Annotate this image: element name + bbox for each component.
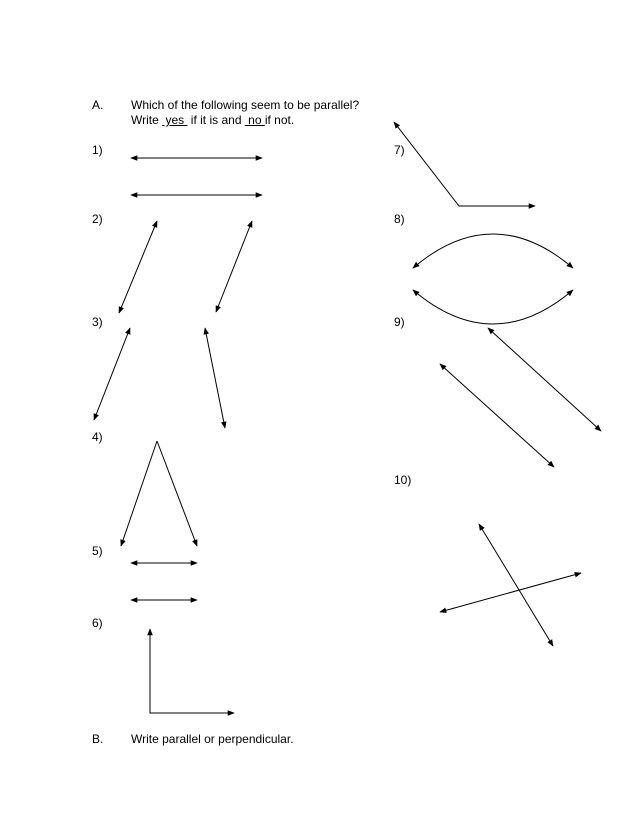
figure-4-line-right [157, 441, 197, 546]
section-a-question: Which of the following seem to be parallel? [131, 98, 360, 112]
figure-10-line-shallow [440, 573, 581, 612]
instruction-text-2: if it is and [187, 113, 245, 127]
figure-2-line-right [216, 221, 252, 312]
section-b-label: B. [92, 732, 104, 746]
figure-8-upper-curve [413, 234, 573, 268]
item-number-7: 7) [394, 143, 405, 157]
figure-9-line-left [440, 364, 554, 467]
item-number-8: 8) [394, 212, 405, 226]
item-number-9: 9) [394, 315, 405, 329]
instruction-text-3: if not. [264, 113, 295, 127]
item-number-1: 1) [92, 143, 103, 157]
item-number-5: 5) [92, 544, 103, 558]
figure-4-line-left [121, 441, 157, 546]
no-answer-word: no [244, 113, 265, 127]
item-number-6: 6) [92, 616, 103, 630]
section-a-label: A. [92, 98, 104, 112]
figure-3-line-right [205, 328, 225, 428]
item-number-2: 2) [92, 212, 103, 226]
item-number-3: 3) [92, 315, 103, 329]
figure-8-lower-curve [413, 290, 573, 324]
item-number-10: 10) [394, 473, 412, 487]
figure-7-angle [394, 122, 535, 206]
figure-3-line-left [94, 328, 130, 420]
figure-10-line-steep [479, 524, 553, 646]
section-b-instruction: Write parallel or perpendicular. [131, 732, 294, 746]
figure-6-right-angle [150, 629, 234, 713]
figure-2-line-left [119, 221, 157, 313]
figure-9-line-right [488, 328, 601, 431]
item-number-4: 4) [92, 430, 103, 444]
yes-answer-word: yes [162, 113, 188, 127]
instruction-text-1: Write [131, 113, 163, 127]
